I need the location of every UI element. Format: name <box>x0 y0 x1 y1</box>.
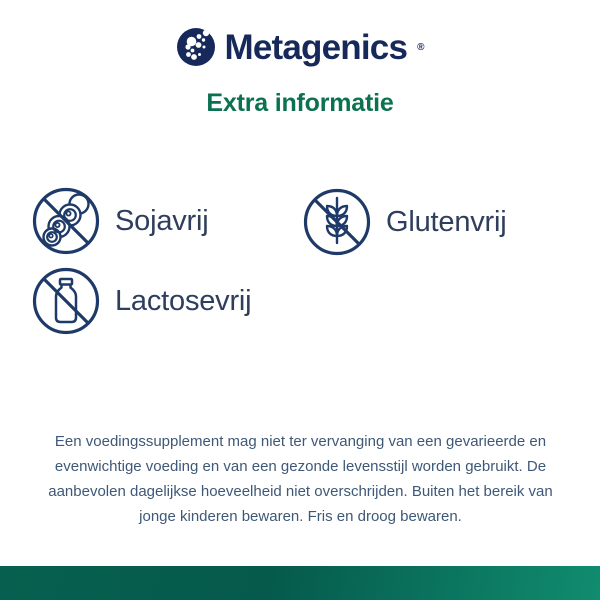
feature-label-soy-free: Sojavrij <box>115 204 209 237</box>
feature-gluten-free <box>301 186 507 258</box>
footer-gradient-bar <box>0 566 600 600</box>
brand-logo <box>0 27 600 67</box>
feature-label-gluten-free: Glutenvrij <box>386 205 507 238</box>
registered-trademark: ® <box>417 41 425 53</box>
no-lactose-icon <box>30 265 102 337</box>
disclaimer-text: Een voedingssupplement mag niet ter vervanging van een gevarieerde en evenwichtige voeding en van een gezonde levensstijl worden gebruikt. De aanbevolen dagelijkse hoeveelheid niet overschrijden. Buiten het bereik van jonge kinderen bewaren. Fris en droog bewaren. <box>48 433 553 525</box>
page-title: Extra informatie <box>206 89 394 117</box>
feature-label-lactose-free: Lactosevrij <box>115 284 252 317</box>
no-soy-icon <box>30 185 102 257</box>
brand-name: Metagenics <box>224 27 408 67</box>
metagenics-dotted-globe-icon <box>176 27 216 67</box>
no-gluten-icon <box>301 186 373 258</box>
feature-lactose-free <box>30 265 251 337</box>
feature-soy-free <box>30 185 209 257</box>
